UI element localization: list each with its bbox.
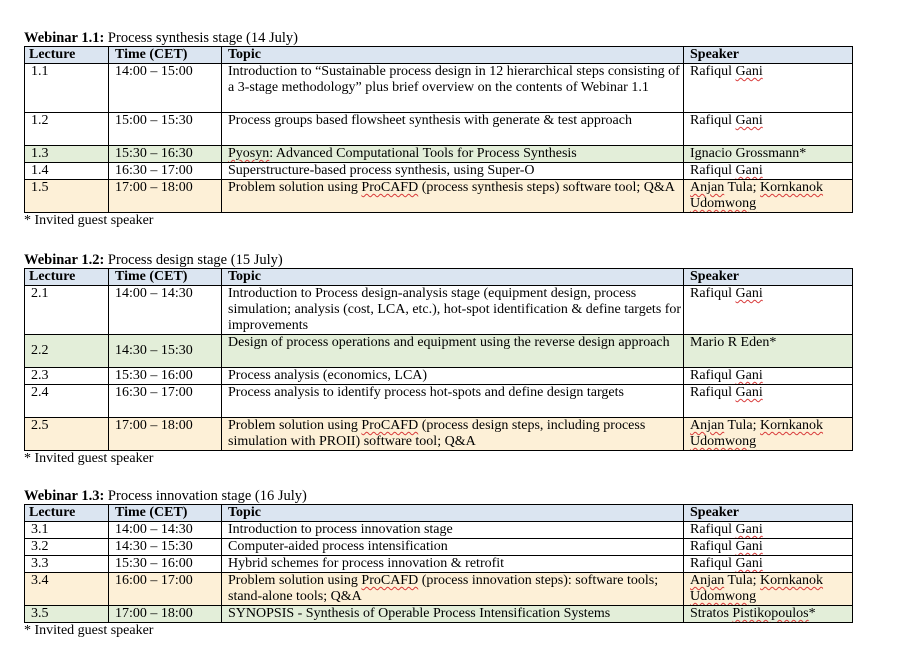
speaker-cell: Rafiqul Gani bbox=[684, 368, 853, 385]
time-cell: 15:30 – 16:00 bbox=[109, 556, 222, 573]
lecture-cell: 3.5 bbox=[25, 606, 109, 623]
lecture-cell: 3.1 bbox=[25, 522, 109, 539]
speaker-cell: Rafiqul Gani bbox=[684, 522, 853, 539]
speaker-cell: Rafiqul Gani bbox=[684, 286, 853, 335]
speaker-cell: Rafiqul Gani bbox=[684, 385, 853, 418]
table-row bbox=[25, 418, 853, 451]
lecture-cell: 3.4 bbox=[25, 573, 109, 606]
invited-speaker-note: * Invited guest speaker bbox=[24, 451, 154, 466]
time-header: Time (CET) bbox=[109, 269, 222, 286]
time-cell: 16:30 – 17:00 bbox=[109, 385, 222, 418]
topic-cell: Problem solution using ProCAFD (process innovation steps): software tools; stand-alone tools; Q&A bbox=[222, 573, 684, 606]
time-cell: 14:00 – 14:30 bbox=[109, 522, 222, 539]
lecture-cell: 1.3 bbox=[25, 146, 109, 163]
section-heading bbox=[24, 488, 852, 504]
table-row bbox=[25, 64, 853, 113]
heading-rest: Process synthesis stage (14 July) bbox=[104, 30, 299, 46]
time-cell: 14:30 – 15:30 bbox=[109, 335, 222, 368]
lecture-header: Lecture bbox=[25, 47, 109, 64]
speaker-header: Speaker bbox=[684, 269, 853, 286]
time-cell: 15:30 – 16:30 bbox=[109, 146, 222, 163]
time-cell: 17:00 – 18:00 bbox=[109, 418, 222, 451]
topic-header: Topic bbox=[222, 47, 684, 64]
heading-rest: Process innovation stage (16 July) bbox=[104, 488, 307, 504]
topic-cell: Introduction to “Sustainable process design in 12 hierarchical steps consisting of a 3-stage methodology” plus brief overview on the contents of Webinar 1.1 bbox=[222, 64, 684, 113]
table-row bbox=[25, 180, 853, 213]
topic-cell: SYNOPSIS - Synthesis of Operable Process Intensification Systems bbox=[222, 606, 684, 623]
lecture-header: Lecture bbox=[25, 269, 109, 286]
table-row bbox=[25, 556, 853, 573]
time-cell: 14:00 – 15:00 bbox=[109, 64, 222, 113]
webinar-1-3-section bbox=[24, 488, 852, 639]
heading-bold: Webinar 1.3: bbox=[24, 488, 105, 504]
schedule-table bbox=[24, 504, 853, 623]
topic-cell: Superstructure-based process synthesis, using Super-O bbox=[222, 163, 684, 180]
invited-speaker-note: * Invited guest speaker bbox=[24, 213, 154, 228]
topic-header: Topic bbox=[222, 269, 684, 286]
speaker-header: Speaker bbox=[684, 47, 853, 64]
lecture-cell: 2.3 bbox=[25, 368, 109, 385]
time-cell: 17:00 – 18:00 bbox=[109, 606, 222, 623]
speaker-cell: Rafiqul Gani bbox=[684, 539, 853, 556]
topic-cell: Introduction to Process design-analysis stage (equipment design, process simulation; analysis (cost, LCA, etc.), hot-spot identification & define targets for improvements bbox=[222, 286, 684, 335]
lecture-cell: 2.4 bbox=[25, 385, 109, 418]
topic-cell: Introduction to process innovation stage bbox=[222, 522, 684, 539]
header-row bbox=[25, 505, 853, 522]
table-row bbox=[25, 146, 853, 163]
topic-cell: Process groups based flowsheet synthesis with generate & test approach bbox=[222, 113, 684, 146]
lecture-cell: 1.5 bbox=[25, 180, 109, 213]
table-row bbox=[25, 606, 853, 623]
section-heading bbox=[24, 30, 852, 46]
time-cell: 15:30 – 16:00 bbox=[109, 368, 222, 385]
lecture-cell: 1.1 bbox=[25, 64, 109, 113]
table-row bbox=[25, 113, 853, 146]
heading-rest: Process design stage (15 July) bbox=[104, 252, 283, 268]
speaker-cell: Rafiqul Gani bbox=[684, 556, 853, 573]
lecture-cell: 3.2 bbox=[25, 539, 109, 556]
speaker-cell: Stratos Pistikopoulos* bbox=[684, 606, 853, 623]
header-row bbox=[25, 47, 853, 64]
invited-speaker-note: * Invited guest speaker bbox=[24, 623, 154, 638]
topic-cell: Design of process operations and equipment using the reverse design approach bbox=[222, 335, 684, 368]
table-row bbox=[25, 286, 853, 335]
topic-header: Topic bbox=[222, 505, 684, 522]
table-row bbox=[25, 539, 853, 556]
heading-bold: Webinar 1.1: bbox=[24, 30, 105, 46]
time-cell: 16:30 – 17:00 bbox=[109, 163, 222, 180]
time-cell: 16:00 – 17:00 bbox=[109, 573, 222, 606]
speaker-cell: Rafiqul Gani bbox=[684, 64, 853, 113]
heading-bold: Webinar 1.2: bbox=[24, 252, 105, 268]
topic-cell: Problem solution using ProCAFD (process synthesis steps) software tool; Q&A bbox=[222, 180, 684, 213]
topic-cell: Process analysis (economics, LCA) bbox=[222, 368, 684, 385]
speaker-cell: Ignacio Grossmann* bbox=[684, 146, 853, 163]
webinar-1-1-section bbox=[24, 30, 852, 229]
lecture-header: Lecture bbox=[25, 505, 109, 522]
time-header: Time (CET) bbox=[109, 505, 222, 522]
topic-cell: Process analysis to identify process hot-spots and define design targets bbox=[222, 385, 684, 418]
lecture-cell: 2.2 bbox=[25, 335, 109, 368]
lecture-cell: 1.4 bbox=[25, 163, 109, 180]
topic-cell: Pyosyn: Advanced Computational Tools for Process Synthesis bbox=[222, 146, 684, 163]
webinar-1-2-section bbox=[24, 252, 852, 467]
table-row bbox=[25, 368, 853, 385]
table-row bbox=[25, 385, 853, 418]
table-row bbox=[25, 522, 853, 539]
speaker-cell: Anjan Tula; Kornkanok Udomwong bbox=[684, 180, 853, 213]
speaker-cell: Rafiqul Gani bbox=[684, 163, 853, 180]
time-cell: 14:00 – 14:30 bbox=[109, 286, 222, 335]
speaker-cell: Mario R Eden* bbox=[684, 335, 853, 368]
lecture-cell: 2.1 bbox=[25, 286, 109, 335]
table-row bbox=[25, 335, 853, 368]
lecture-cell: 2.5 bbox=[25, 418, 109, 451]
section-heading bbox=[24, 252, 852, 268]
schedule-table bbox=[24, 46, 853, 213]
header-row bbox=[25, 269, 853, 286]
table-row bbox=[25, 573, 853, 606]
speaker-cell: Rafiqul Gani bbox=[684, 113, 853, 146]
schedule-table bbox=[24, 268, 853, 451]
speaker-cell: Anjan Tula; Kornkanok Udomwong bbox=[684, 418, 853, 451]
table-row bbox=[25, 163, 853, 180]
lecture-cell: 1.2 bbox=[25, 113, 109, 146]
topic-cell: Hybrid schemes for process innovation & retrofit bbox=[222, 556, 684, 573]
speaker-cell: Anjan Tula; Kornkanok Udomwong bbox=[684, 573, 853, 606]
lecture-cell: 3.3 bbox=[25, 556, 109, 573]
time-cell: 17:00 – 18:00 bbox=[109, 180, 222, 213]
time-cell: 14:30 – 15:30 bbox=[109, 539, 222, 556]
speaker-header: Speaker bbox=[684, 505, 853, 522]
topic-cell: Computer-aided process intensification bbox=[222, 539, 684, 556]
topic-cell: Problem solution using ProCAFD (process design steps, including process simulation with PROII) software tool; Q&A bbox=[222, 418, 684, 451]
time-cell: 15:00 – 15:30 bbox=[109, 113, 222, 146]
time-header: Time (CET) bbox=[109, 47, 222, 64]
